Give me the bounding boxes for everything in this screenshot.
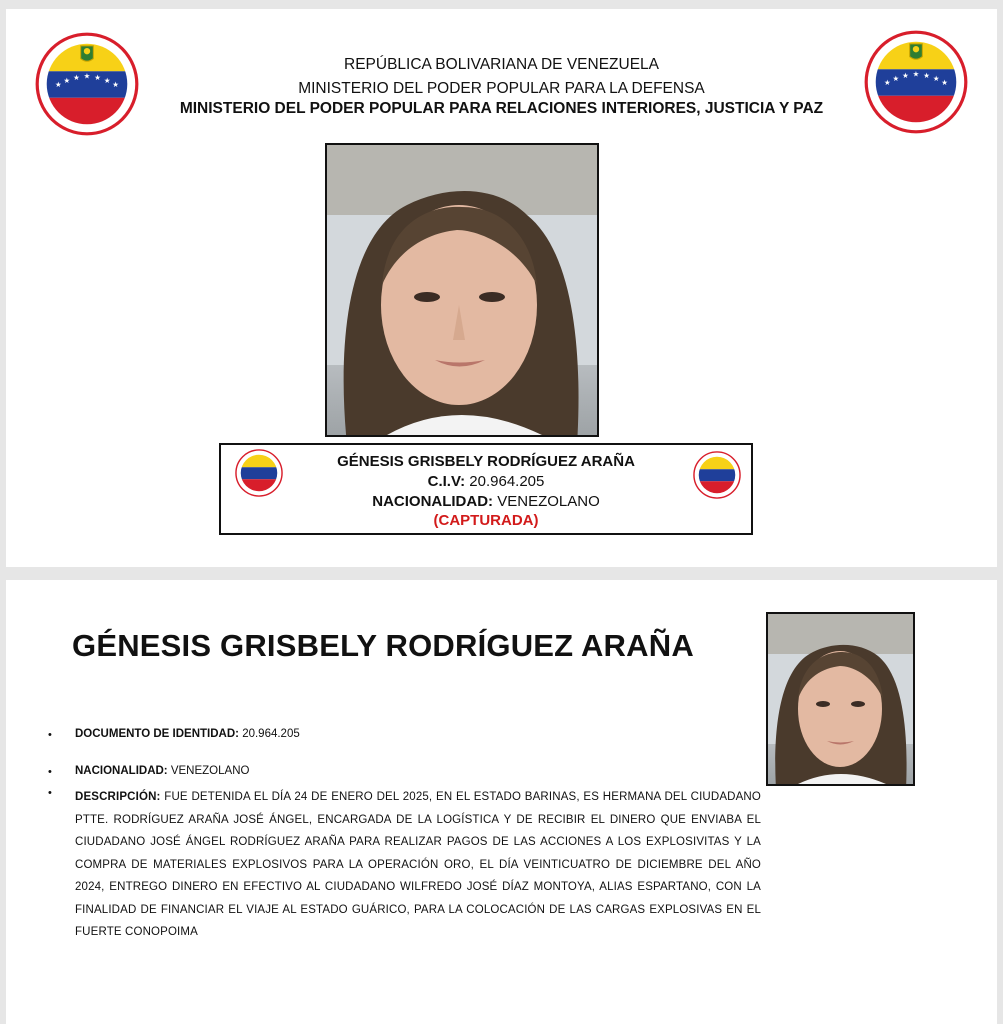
svg-text:★: ★ xyxy=(103,75,111,85)
bullet-icon: • xyxy=(48,787,52,799)
svg-text:★: ★ xyxy=(94,72,101,82)
card-civ-value: 20.964.205 xyxy=(469,473,545,490)
profile-name: GÉNESIS GRISBELY RODRÍGUEZ ARAÑA xyxy=(72,628,694,663)
bullet-icon: • xyxy=(48,766,52,778)
description-label: DESCRIPCIÓN: xyxy=(75,791,161,803)
card-civ-label: C.I.V: xyxy=(427,473,466,490)
svg-text:★: ★ xyxy=(73,72,80,82)
id-label: DOCUMENTO DE IDENTIDAD: xyxy=(75,728,239,740)
identity-card xyxy=(219,443,753,535)
header-republic: REPÚBLICA BOLIVARIANA DE VENEZUELA xyxy=(344,56,659,73)
svg-text:★: ★ xyxy=(932,73,940,83)
card-nationality xyxy=(221,493,751,510)
card-nationality-label: NACIONALIDAD: xyxy=(372,493,494,510)
profile-photo xyxy=(766,612,915,786)
wanted-poster-panel xyxy=(6,9,997,567)
nationality-field xyxy=(75,765,249,777)
nationality-label: NACIONALIDAD: xyxy=(75,765,168,777)
svg-text:★: ★ xyxy=(941,78,948,88)
svg-text:★: ★ xyxy=(892,73,900,83)
svg-text:★: ★ xyxy=(902,70,909,80)
svg-text:★: ★ xyxy=(63,75,71,85)
card-name: GÉNESIS GRISBELY RODRÍGUEZ ARAÑA xyxy=(337,453,635,470)
svg-text:★: ★ xyxy=(912,69,920,79)
id-field xyxy=(75,728,300,740)
bullet-icon: • xyxy=(48,729,52,741)
profile-panel xyxy=(6,580,997,1024)
svg-text:★: ★ xyxy=(55,80,62,90)
svg-text:★: ★ xyxy=(884,78,891,88)
description xyxy=(75,786,761,944)
svg-text:★: ★ xyxy=(112,80,119,90)
nationality-value: VENEZOLANO xyxy=(170,765,250,777)
card-nationality-value: VENEZOLANO xyxy=(497,493,600,510)
header-interior-ministry: MINISTERIO DEL PODER POPULAR PARA RELACIONES INTERIORES, JUSTICIA Y PAZ xyxy=(179,100,824,117)
header-defense-ministry: MINISTERIO DEL PODER POPULAR PARA LA DEFENSA xyxy=(298,80,705,97)
id-value: 20.964.205 xyxy=(242,728,300,740)
description-text: FUE DETENIDA EL DÍA 24 DE ENERO DEL 2025, EN EL ESTADO BARINAS, ES HERMANA DEL CIUDADANO PTTE. RODRÍGUEZ ARAÑA JOSÉ ÁNGEL, ENCARGADA DE LA LOGÍSTICA Y DE RECIBIR EL DINERO QUE ENVIABA EL CIUDADANO JOSÉ ÁNGEL RODRÍGUEZ ARAÑA PARA REALIZAR PAGOS DE LAS ACCIONES A LOS EXPLOSIVITAS Y LA COMPRA DE MATERIALES EXPLOSIVOS PARA LA OPERACIÓN ORO, EL DÍA VEINTICUATRO DE DICIEMBRE DEL AÑO 2024, ENTREGO DINERO EN EFECTIVO AL CIUDADANO WILFREDO JOSÉ DÍAZ MONTOYA, ALIAS ESPARTANO, CON LA FINALIDAD DE FINANCIAR EL VIAJE AL ESTADO GUÁRICO, PARA LA COLOCACIÓN DE LAS CARGAS EXPLOSIVAS EN EL FUERTE CONOPOIMA xyxy=(75,791,761,938)
card-civ xyxy=(221,473,751,490)
svg-text:★: ★ xyxy=(83,71,91,81)
suspect-photo xyxy=(325,143,599,437)
svg-text:★: ★ xyxy=(923,70,930,80)
card-status: (CAPTURADA) xyxy=(433,512,539,529)
